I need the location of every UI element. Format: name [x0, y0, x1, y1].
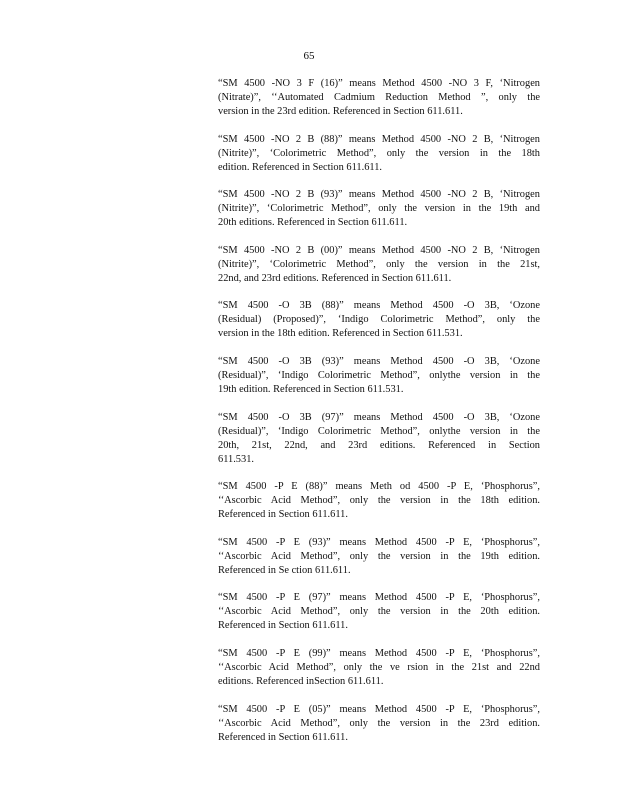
page-number: 65	[303, 50, 315, 62]
definition-line: “SM 4500 -NO 3 F (16)” means Method 4500 -NO 3 F, ‘Nitrogen	[218, 78, 540, 89]
definition-line: ‘‘Ascorbic Acid Method”, only the version in the 20th edition.	[218, 606, 540, 618]
definition-line: (Nitrite)”, ‘Colorimetric Method”, only the version in the 18th	[218, 147, 540, 159]
definition-entry	[218, 355, 540, 397]
definition-entry	[218, 703, 540, 745]
definition-line: (Residual)”, ‘Indigo Colorimetric Method”, onlythe version in the	[218, 369, 540, 381]
definition-line: “SM 4500 -O 3B (93)” means Method 4500 -O 3B, ‘Ozone	[218, 355, 540, 367]
definition-line: 20th editions. Referenced in Section 611.611.	[218, 217, 408, 229]
definition-line: “SM 4500 -O 3B (88)” means Method 4500 -O 3B, ‘Ozone	[218, 300, 540, 312]
definition-line: (Residual)”, ‘Indigo Colorimetric Method”, onlythe version in the	[218, 425, 540, 437]
definition-entry	[218, 647, 540, 689]
definition-entry	[218, 299, 540, 341]
definition-line: Referenced in Se ction 611.611.	[218, 564, 351, 576]
definition-line: Referenced in Section 611.611.	[218, 509, 348, 521]
definition-entry	[218, 480, 540, 522]
definition-line: “SM 4500 -P E (88)” means Meth od 4500 -P E, ‘Phosphorus”,	[218, 481, 540, 493]
definition-line: (Residual) (Proposed)”, ‘Indigo Colorimetric Method”, only the	[218, 314, 540, 326]
definition-entry	[218, 77, 540, 119]
definition-line: 19th edition. Referenced in Section 611.531.	[218, 383, 404, 395]
definition-line: “SM 4500 -NO 2 B (88)” means Method 4500 -NO 2 B, ‘Nitrogen	[218, 133, 540, 145]
definition-line: ‘‘Ascorbic Acid Method”, only the version in the 18th edition.	[218, 495, 540, 507]
definition-line: version in the 18th edition. Referenced in Section 611.531.	[218, 328, 463, 340]
definition-line: (Nitrite)”, ‘Colorimetric Method”, only the version in the 19th and	[218, 203, 540, 215]
definition-line: ‘‘Ascorbic Acid Method”, only the ve rsion in the 21st and 22nd	[218, 661, 540, 673]
definition-line: 611.531.	[218, 453, 254, 465]
definition-line: version in the 23rd edition. Referenced in Section 611.611.	[218, 106, 463, 117]
definition-line: (Nitrite)”, ‘Colorimetric Method”, only the version in the 21st,	[218, 258, 540, 270]
definition-entry	[218, 188, 540, 230]
definition-line: Referenced in Section 611.611.	[218, 731, 348, 743]
definition-line: 22nd, and 23rd editions. Referenced in Section 611.611.	[218, 272, 452, 284]
definition-list	[218, 77, 540, 758]
definition-line: “SM 4500 -NO 2 B (00)” means Method 4500 -NO 2 B, ‘Nitrogen	[218, 244, 540, 256]
definition-line: “SM 4500 -NO 2 B (93)” means Method 4500 -NO 2 B, ‘Nitrogen	[218, 189, 540, 201]
definition-line: “SM 4500 -P E (97)” means Method 4500 -P E, ‘Phosphorus”,	[218, 592, 540, 604]
definition-line: 20th, 21st, 22nd, and 23rd editions. Referenced in Section	[218, 439, 540, 451]
definition-entry	[218, 411, 540, 467]
definition-entry	[218, 133, 540, 175]
definition-line: “SM 4500 -O 3B (97)” means Method 4500 -O 3B, ‘Ozone	[218, 411, 540, 423]
definition-line: edition. Referenced in Section 611.611.	[218, 161, 382, 173]
definition-line: ‘‘Ascorbic Acid Method”, only the version in the 19th edition.	[218, 550, 540, 562]
definition-entry	[218, 591, 540, 633]
definition-line: ‘‘Ascorbic Acid Method”, only the version in the 23rd edition.	[218, 717, 540, 729]
definition-line: “SM 4500 -P E (93)” means Method 4500 -P E, ‘Phosphorus”,	[218, 536, 540, 548]
definition-line: editions. Referenced inSection 611.611.	[218, 675, 384, 687]
definition-entry	[218, 244, 540, 286]
definition-line: Referenced in Section 611.611.	[218, 620, 348, 632]
definition-line: (Nitrate)”, ‘‘Automated Cadmium Reduction Method ”, only the	[218, 92, 540, 103]
definition-line: “SM 4500 -P E (05)” means Method 4500 -P E, ‘Phosphorus”,	[218, 703, 540, 715]
definition-line: “SM 4500 -P E (99)” means Method 4500 -P E, ‘Phosphorus”,	[218, 647, 540, 659]
definition-entry	[218, 536, 540, 578]
